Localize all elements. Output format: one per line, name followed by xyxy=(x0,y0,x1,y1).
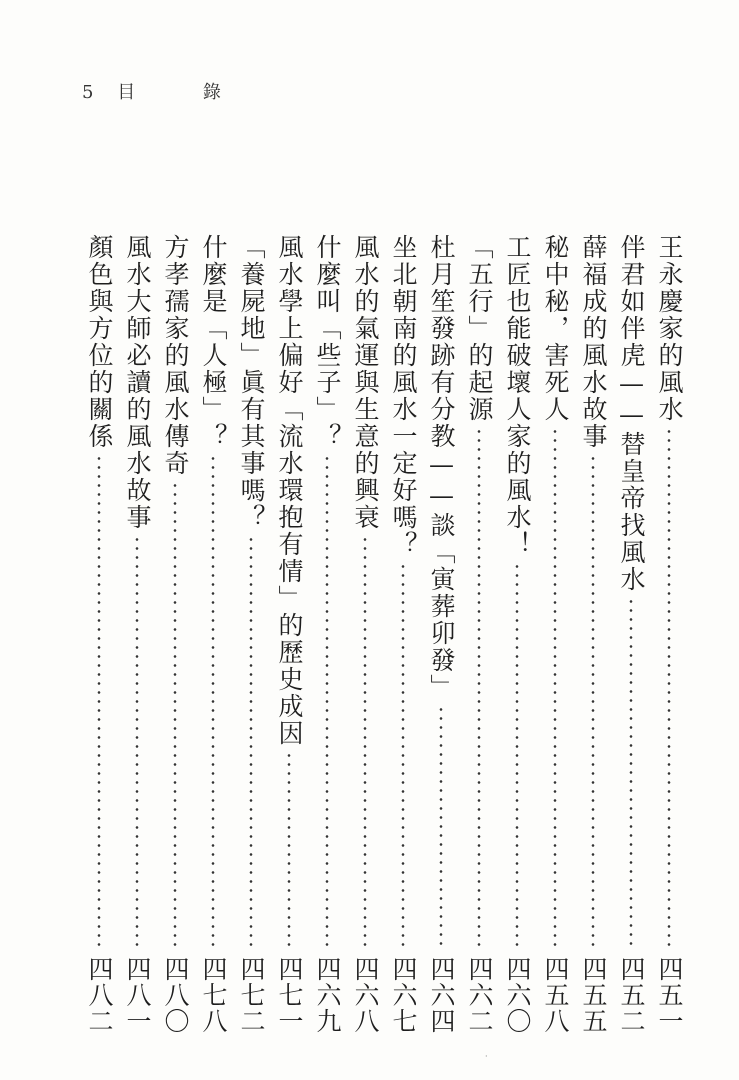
dot-leader xyxy=(363,535,367,950)
toc-entry-title: 坐北朝南的風水一定好嗎？ xyxy=(389,234,418,558)
toc-entry[interactable] xyxy=(424,234,458,1034)
header-title-char-1: 目 xyxy=(117,82,138,103)
toc-entry[interactable] xyxy=(348,234,382,1034)
toc-entry-title: 「五行」的起源 xyxy=(465,234,494,423)
dot-leader xyxy=(211,454,215,950)
toc-entry-page: 四七八 xyxy=(199,956,228,1034)
toc-entry-page: 四七一 xyxy=(275,956,304,1034)
toc-entry-title: 杜月笙發跡有分教——談「寅葬卯發」 xyxy=(427,234,456,701)
toc-entry-title: 風水大師必讀的風水故事 xyxy=(123,234,152,531)
dot-leader xyxy=(667,427,671,950)
toc-entry-page: 四六〇 xyxy=(503,956,532,1034)
toc-entry-page: 四八一 xyxy=(123,956,152,1034)
dot-leader xyxy=(439,705,443,950)
toc-entry[interactable] xyxy=(538,234,572,1034)
toc-entry[interactable] xyxy=(386,234,420,1034)
dot-leader xyxy=(515,562,519,950)
dot-leader xyxy=(249,535,253,950)
toc-entry-page: 四五八 xyxy=(541,956,570,1034)
dot-leader xyxy=(325,454,329,950)
toc-entry[interactable] xyxy=(120,234,154,1034)
toc-entry-title: 風水學上偏好「流水環抱有情」的歷史成因 xyxy=(275,234,304,747)
toc-entry-page: 四五二 xyxy=(617,956,646,1034)
toc-entry-title: 「養屍地」眞有其事嗎？ xyxy=(237,234,266,531)
toc-entry-title: 什麼是「人極」？ xyxy=(199,234,228,450)
toc-entry[interactable] xyxy=(310,234,344,1034)
toc-entry[interactable] xyxy=(234,234,268,1034)
toc-entry-page: 四八二 xyxy=(85,956,114,1034)
toc-entry-title: 顏色與方位的關係 xyxy=(85,234,114,450)
toc-entry[interactable] xyxy=(196,234,230,1034)
running-header xyxy=(82,78,223,104)
toc-entry-title: 伴君如伴虎——替皇帝找風水 xyxy=(617,234,646,593)
table-of-contents xyxy=(74,234,686,1034)
dot-leader xyxy=(629,597,633,950)
toc-entry-title: 王永慶家的風水 xyxy=(655,234,684,423)
toc-entry[interactable] xyxy=(158,234,192,1034)
toc-entry-title: 工匠也能破壞人家的風水！ xyxy=(503,234,532,558)
toc-entry-page: 四五一 xyxy=(655,956,684,1034)
toc-entry[interactable] xyxy=(462,234,496,1034)
dot-leader xyxy=(477,427,481,950)
dot-leader xyxy=(173,481,177,950)
toc-entry-page: 四六七 xyxy=(389,956,418,1034)
dot-leader xyxy=(591,454,595,950)
page-number: 5 xyxy=(82,82,96,103)
header-title-char-2: 錄 xyxy=(202,82,223,103)
toc-entry[interactable] xyxy=(576,234,610,1034)
toc-entry-title: 秘中秘，害死人 xyxy=(541,234,570,423)
toc-entry-title: 薛福成的風水故事 xyxy=(579,234,608,450)
toc-entry-page: 四六二 xyxy=(465,956,494,1034)
toc-entry-page: 四八〇 xyxy=(161,956,190,1034)
toc-entry-title: 什麼叫「些子」？ xyxy=(313,234,342,450)
toc-entry-page: 四五五 xyxy=(579,956,608,1034)
dot-leader xyxy=(287,751,291,950)
toc-entry-title: 方孝孺家的風水傳奇 xyxy=(161,234,190,477)
toc-entry[interactable] xyxy=(652,234,686,1034)
toc-entry[interactable] xyxy=(614,234,648,1034)
toc-entry[interactable] xyxy=(272,234,306,1034)
toc-entry[interactable] xyxy=(500,234,534,1034)
dot-leader xyxy=(135,535,139,950)
toc-entry-page: 四六九 xyxy=(313,956,342,1034)
toc-entry[interactable] xyxy=(82,234,116,1034)
toc-entry-page: 四六八 xyxy=(351,956,380,1034)
scan-speck: · xyxy=(485,1052,488,1061)
toc-entry-page: 四六四 xyxy=(427,956,456,1034)
toc-entry-title: 風水的氣運與生意的興衰 xyxy=(351,234,380,531)
dot-leader xyxy=(97,454,101,950)
dot-leader xyxy=(401,562,405,950)
dot-leader xyxy=(553,427,557,950)
toc-entry-page: 四七二 xyxy=(237,956,266,1034)
